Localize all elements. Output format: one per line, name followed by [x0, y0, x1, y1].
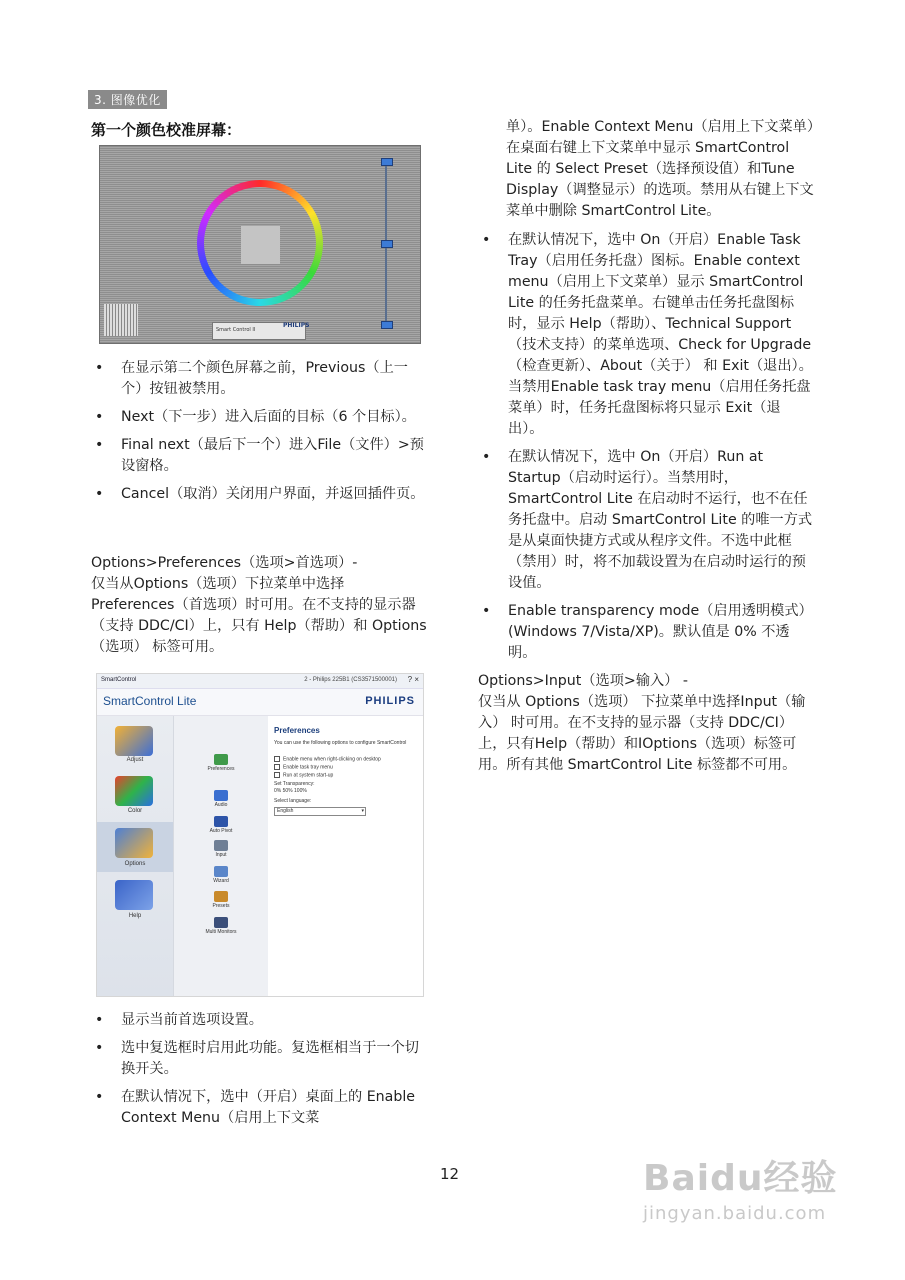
list-item: • Final next（最后下一个）进入File（文件）>预设窗格。 — [95, 437, 424, 474]
sc-left-pane — [97, 716, 173, 996]
sc-left-item-color: Color — [127, 808, 143, 814]
slider-knob-top — [381, 158, 393, 166]
sc-mid-item: Audio — [214, 802, 228, 808]
preferences-icon — [214, 754, 228, 765]
sc-language-label: Select language: — [274, 798, 312, 804]
sc-transparency-values: 0% 50% 100% — [274, 788, 307, 794]
options-icon — [115, 828, 153, 858]
list-item: • 在默认情况下，选中 On（开启）Run at Startup（启动时运行）。当禁用时，SmartControl Lite 在启动时不运行，也不在任务托盘中。启动 SmartControl Lite 的唯一方式是从桌面快捷方式或从程序文件。不选中此框（禁用）时，将不加载设置为在启动时运行的预设值。 — [482, 449, 813, 591]
list-item: • Next（下一步）进入后面的目标（6 个目标）。 — [95, 409, 416, 425]
smartcontrol-screenshot — [96, 673, 424, 997]
slider-knob-bottom — [381, 321, 393, 329]
input-text: 仅当从 Options（选项） 下拉菜单中选择Input（输入） 时可用。在不支持的显示器（支持 DDC/CI）上，只有Help（帮助）和IOptions（选项）标签可用。所有其他 SmartControl Lite 标签都不可用。 — [478, 694, 806, 773]
sc-mid-item: Input — [215, 852, 227, 858]
sc-left-item-options: Options — [124, 861, 146, 867]
preferences-text: 仅当从Options（选项）下拉菜单中选择Preferences（首选项）时可用。在不支持的显示器（支持 DDC/CI）上，只有 Help（帮助）和 Options（选项） 标签可用。 — [91, 576, 427, 655]
page-number: 12 — [440, 1165, 460, 1183]
list-item: • 显示当前首选项设置。 — [95, 1012, 263, 1028]
section-tag: 3. 图像优化 — [88, 90, 167, 109]
list-item: • Enable transparency mode（启用透明模式）(Windows 7/Vista/XP)。默认值是 0% 不透明。 — [482, 603, 813, 661]
sc-mid-item: Wizard — [213, 878, 229, 884]
list-item: • 在显示第二个颜色屏幕之前，Previous（上一个）按钮被禁用。 — [95, 360, 408, 397]
adjust-icon — [115, 726, 153, 756]
watermark-logo: Baidu经验 — [643, 1158, 838, 1199]
sc-pref-option: Run at system start-up — [274, 772, 333, 779]
calibration-button-bar: Smart Control II — [212, 322, 306, 340]
sc-app-name: SmartControl Lite — [103, 694, 197, 708]
calibration-brand: PHILIPS — [283, 322, 310, 329]
sc-mid-item: Auto Pivot — [209, 828, 233, 834]
input-icon — [214, 840, 228, 851]
slider-knob-middle — [381, 240, 393, 248]
checkbox — [274, 764, 280, 770]
sc-titlebar — [97, 674, 423, 689]
sc-language-select: English ▾ — [274, 807, 366, 816]
pattern-thumbnail — [104, 304, 138, 336]
list-item: • 在默认情况下，选中（开启）桌面上的 Enable Context Menu（启用上下文菜 — [95, 1089, 416, 1126]
sc-brand: PHILIPS — [365, 695, 415, 707]
multi-monitors-icon — [214, 917, 228, 928]
sc-middle-pane — [173, 716, 269, 996]
color-icon — [115, 776, 153, 806]
checkbox — [274, 772, 280, 778]
help-icon — [115, 880, 153, 910]
left-column-bullets-2 — [91, 1010, 427, 1136]
left-column-bullets-1 — [91, 358, 426, 512]
sc-pref-option: Enable task tray menu — [274, 764, 333, 771]
sc-titlebar-right: 2 - Philips 225B1 (CS3571500001) — [304, 677, 397, 683]
watermark-url: jingyan.baidu.com — [643, 1203, 827, 1224]
calibration-heading: 第一个颜色校准屏幕： — [91, 121, 242, 139]
input-title: Options>Input（选项>输入） - — [478, 673, 689, 689]
sc-left-item-adjust: Adjust — [126, 757, 144, 763]
sc-mid-item: Preferences — [207, 766, 235, 772]
list-item: • 在默认情况下，选中 On（开启）Enable Task Tray（启用任务托盘）图标。Enable context menu（启用上下文菜单）显示 SmartControl Lite 的任务托盘菜单。右键单击任务托盘图标时，显示 Help（帮助）、Technical Support（技术支持）的菜单选项、Check for Upgrade（检查更新）、About（关于） 和 Exit（退出）。当禁用Enable task tray menu（启用任务托盘菜单）时，任务托盘图标将只显示 Exit（退出）。 — [482, 232, 813, 437]
color-calibration-screenshot — [99, 145, 421, 344]
sc-pref-intro: You can use the following options to configure SmartControl — [274, 740, 407, 746]
wizard-icon — [214, 866, 228, 877]
list-item: • Cancel（取消）关闭用户界面，并返回插件页。 — [95, 486, 425, 502]
sc-left-item-help: Help — [128, 913, 142, 919]
sc-titlebar-left: SmartControl — [101, 677, 137, 683]
auto-pivot-icon — [214, 816, 228, 827]
preferences-title: Options>Preferences（选项>首选项）- — [91, 555, 358, 571]
sc-transparency-label: Set Transparency: — [274, 781, 315, 787]
baidu-watermark — [643, 1150, 837, 1224]
sc-mid-item: Presets — [212, 903, 230, 909]
presets-icon — [214, 891, 228, 902]
gray-target-square — [241, 226, 280, 264]
sc-preferences-pane — [268, 716, 423, 996]
list-item: • 选中复选框时启用此功能。复选框相当于一个切换开关。 — [95, 1040, 419, 1077]
sc-window-controls: ? × — [407, 675, 419, 684]
preferences-section — [91, 553, 427, 658]
context-menu-paragraph: 单）。Enable Context Menu（启用上下文菜单）在桌面右键上下文菜单中显示 SmartControl Lite 的 Select Preset（选择预设值）和Tune Display（调整显示）的选项。禁用从右键上下文菜单中删除 SmartControl Lite。 — [506, 119, 814, 219]
right-column — [478, 117, 816, 776]
sc-pref-title: Preferences — [274, 726, 320, 735]
sc-mid-item: Multi Monitors — [205, 929, 237, 935]
sc-header — [97, 689, 423, 716]
checkbox — [274, 756, 280, 762]
audio-icon — [214, 790, 228, 801]
sc-pref-option: Enable menu when right-clicking on desktop — [274, 756, 381, 763]
